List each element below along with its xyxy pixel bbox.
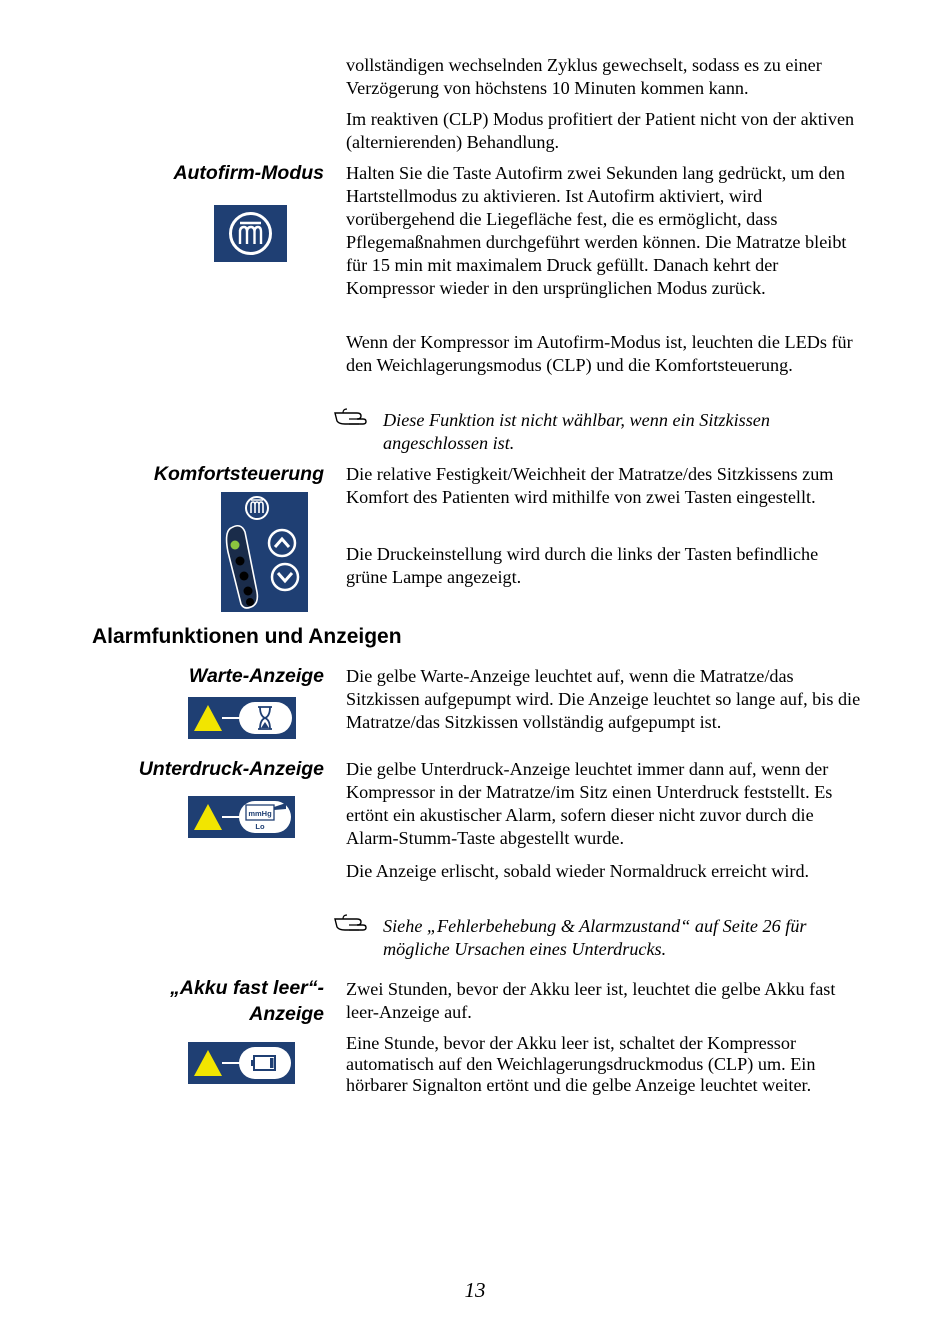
hourglass-indicator-icon bbox=[188, 697, 296, 739]
battery-heading-line1: „Akku fast leer“- bbox=[170, 977, 324, 999]
body-paragraph: Im reaktiven (CLP) Modus profitiert der Patient nicht von der aktiven (alternierenden) Behandlung. bbox=[346, 109, 855, 152]
low-pressure-icon-lo: Lo bbox=[255, 822, 265, 831]
comfort-heading: Komfortsteuerung bbox=[153, 463, 324, 485]
autofirm-heading: Autofirm-Modus bbox=[173, 162, 324, 184]
comfort-led-green bbox=[231, 541, 240, 550]
low-pressure-heading: Unterdruck-Anzeige bbox=[138, 758, 324, 780]
pointing-hand-icon bbox=[333, 913, 373, 935]
body-paragraph: Die gelbe Warte-Anzeige leuchtet auf, wenn die Matratze/das Sitzkissen aufgepumpt wird. Die Anzeige leuchtet so lange auf, bis die Matratze/das Sitzkissen vollständig aufgepumpt ist. bbox=[346, 666, 861, 732]
body-paragraph: Zwei Stunden, bevor der Akku leer ist, leuchtet die gelbe Akku fast leer-Anzeige auf. bbox=[346, 979, 836, 1022]
page-number: 13 bbox=[464, 1278, 486, 1302]
low-pressure-indicator-icon bbox=[188, 796, 295, 838]
body-paragraph: Wenn der Kompressor im Autofirm-Modus ist, leuchten die LEDs für den Weichlagerungsmodus (CLP) und die Komfortsteuerung. bbox=[346, 332, 853, 375]
battery-heading-line2: Anzeige bbox=[249, 1003, 324, 1025]
pointing-hand-icon bbox=[333, 407, 373, 429]
body-paragraph: vollständigen wechselnden Zyklus gewechselt, sodass es zu einer Verzögerung von höchstens 10 Minuten kommen kann. bbox=[346, 55, 822, 98]
section-heading: Alarmfunktionen und Anzeigen bbox=[92, 625, 402, 648]
body-paragraph: Die Druckeinstellung wird durch die links der Tasten befindliche grüne Lampe angezeigt. bbox=[346, 544, 819, 587]
body-paragraph: Die relative Festigkeit/Weichheit der Matratze/des Sitzkissens zum Komfort des Patienten wird mithilfe von zwei Tasten eingestellt. bbox=[346, 464, 834, 507]
comfort-control-panel-icon bbox=[221, 492, 308, 612]
body-paragraph: Halten Sie die Taste Autofirm zwei Sekunden lang gedrückt, um den Hartstellmodus zu aktivieren. Ist Autofirm aktiviert, wird vorübergehend die Liegefläche fest, die es ermöglicht, dass Pflegemaßnahmen durchgeführt werden können. Die Matratze bleibt für 15 min mit maximalem Druck gefüllt. Danach kehrt der Kompressor wieder in den ursprünglichen Modus zurück. bbox=[346, 163, 847, 298]
body-paragraph: Eine Stunde, bevor der Akku leer ist, schaltet der Kompressor automatisch auf den Weichlagerungsdruckmodus (CLP) um. Ein hörbarer Signalton ertönt und die gelbe Anzeige leuchtet weiter. bbox=[346, 1033, 816, 1095]
note-text: Diese Funktion ist nicht wählbar, wenn ein Sitzkissen angeschlossen ist. bbox=[383, 410, 770, 453]
wait-indicator-heading: Warte-Anzeige bbox=[188, 665, 324, 687]
low-pressure-icon-unit: mmHg bbox=[248, 809, 272, 818]
battery-low-indicator-icon bbox=[188, 1042, 295, 1084]
body-paragraph: Die gelbe Unterdruck-Anzeige leuchtet immer dann auf, wenn der Kompressor in der Matratze/im Sitz einen Unterdruck feststellt. Es ertönt ein akustischer Alarm, sofern dieser nicht zuvor durch die Alarm-Stumm-Taste abgestellt wurde. bbox=[346, 759, 833, 848]
autofirm-button-icon bbox=[214, 205, 287, 262]
note-text: Siehe „Fehlerbehebung & Alarmzustand“ auf Seite 26 für mögliche Ursachen eines Unterdrucks. bbox=[383, 916, 807, 959]
body-paragraph: Die Anzeige erlischt, sobald wieder Normaldruck erreicht wird. bbox=[346, 861, 810, 881]
